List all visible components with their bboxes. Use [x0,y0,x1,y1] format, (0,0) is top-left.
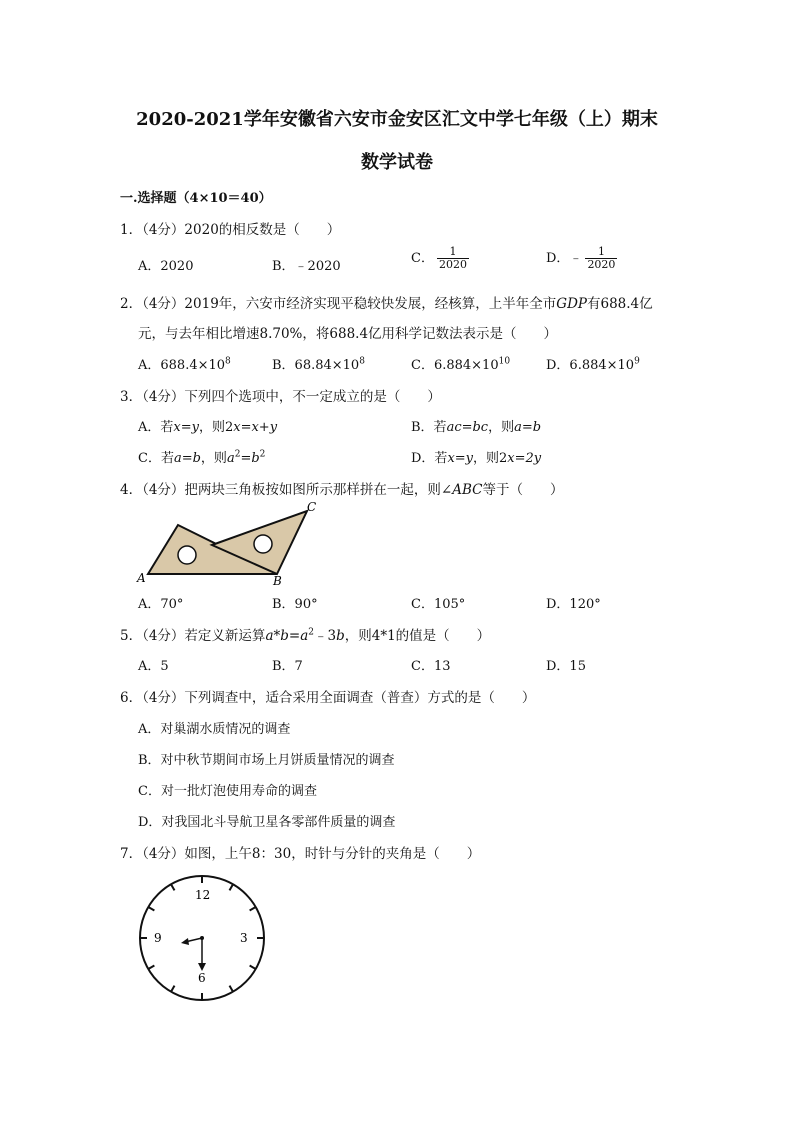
clock-figure [138,874,268,1004]
q5-option-a: A．5 [138,659,169,674]
t: ，则 [488,420,515,435]
q2-option-c [411,354,510,373]
t: 4．（4分）把两块三角板按如图所示那样拼在一起，则∠ [120,482,453,498]
t: 2 [259,449,266,460]
q3-option-c [138,447,265,466]
q1-option-c-prefix: C． [411,251,434,266]
hole-right [254,535,272,553]
question-7-stem: 7．（4分）如图，上午8：30，时针与分针的夹角是（ ） [120,846,481,862]
t: ﹣3 [313,628,337,644]
page-subtitle: 数学试卷 [361,152,433,173]
t: a*b=a [265,628,309,644]
question-6-stem: 6．（4分）下列调查中，适合采用全面调查（普查）方式的是（ ） [120,690,536,706]
q2-a-exp: 8 [225,356,231,367]
t: D．若 [411,451,448,466]
t: a [226,451,235,466]
triangle-rulers-figure [130,498,330,590]
t: ，则 [200,451,227,466]
q5-option-d: D．15 [546,659,586,674]
question-1-stem: 1．（4分）2020的相反数是（ ） [120,222,341,238]
t: b [336,628,345,644]
q2-c-exp: 10 [498,356,511,367]
q2-option-a [138,354,231,373]
t: A．若 [138,420,174,435]
q5-option-c: C．13 [411,659,451,674]
t: ABC [452,482,483,498]
question-2-stem-line2: 元，与去年相比增速8.70%，将688.4亿用科学记数法表示是（ ） [138,326,558,342]
q6-option-c: C．对一批灯泡使用寿命的调查 [138,784,317,799]
q1-option-b: B．﹣2020 [272,259,341,274]
q2-option-d [546,354,640,373]
q1-option-c [411,246,469,271]
q3-option-a [138,416,277,435]
question-4-stem [120,478,564,498]
clock-number-3: 3 [240,931,248,945]
q2-c-base: C．6.884×10 [411,358,499,373]
clock-number-6: 6 [198,971,206,985]
t: 5．（4分）若定义新运算 [120,628,266,644]
q6-option-d: D．对我国北斗导航卫星各零部件质量的调查 [138,815,396,830]
fraction-numerator: 1 [597,245,605,258]
q2-b-base: B．68.84×10 [272,358,360,373]
q2-b-exp: 8 [359,356,365,367]
t: b [251,451,260,466]
fraction-numerator: 1 [449,245,457,258]
label-c: C [307,500,317,514]
fraction [585,246,617,271]
t: ，则4*1的值是（ ） [344,628,491,644]
q2-gdp: GDP [556,296,587,312]
q4-option-c: C．105° [411,597,466,612]
q2-option-b [272,354,365,373]
q4-option-d: D．120° [546,597,601,612]
q2-d-exp: 9 [634,356,640,367]
q2-a-base: A．688.4×10 [138,358,226,373]
q4-option-a: A．70° [138,597,184,612]
q4-option-b: B．90° [272,597,318,612]
fraction [437,246,469,271]
fraction-denominator: 2020 [438,258,467,271]
label-a: A [137,571,146,585]
t: a=b [514,420,542,435]
clock-number-12: 12 [195,888,211,902]
q3-option-d [411,447,541,466]
question-3-stem: 3．（4分）下列四个选项中，不一定成立的是（ ） [120,389,441,405]
t: a=b [173,451,201,466]
hole-left [178,546,196,564]
t: x=y [173,420,199,435]
t: x=y [447,451,474,466]
label-b: B [273,574,282,588]
clock-number-9: 9 [154,931,162,945]
t: = [240,451,252,466]
q1-option-d [546,246,617,271]
q6-option-a: A．对巢湖水质情况的调查 [138,722,291,737]
page-title: 2020-2021学年安徽省六安市金安区汇文中学七年级（上）期末 [136,109,658,130]
q5-option-b: B．7 [272,659,303,674]
t: 等于（ ） [482,482,564,498]
q2-stem-text: 2．（4分）2019年，六安市经济实现平稳较快发展，经核算，上半年全市 [120,296,557,312]
t: 2 [308,627,314,638]
section-heading: 一.选择题（4×10＝40） [120,191,272,206]
t: x=2y [507,451,542,466]
q2-stem-text-end: 有688.4亿 [587,296,653,312]
q6-option-b: B．对中秋节期间市场上月饼质量情况的调查 [138,753,395,768]
fraction-denominator: 2020 [587,258,616,271]
t: 2 [234,449,241,460]
t: ，则2 [473,451,508,466]
t: C．若 [138,451,174,466]
q3-option-b [411,416,541,435]
t: ac=bc [446,420,489,435]
q1-option-d-prefix: D．﹣ [546,251,583,266]
t: B．若 [411,420,447,435]
question-5-stem [120,624,490,644]
q2-d-base: D．6.884×10 [546,358,635,373]
t: ，则2 [198,420,234,435]
q1-option-a: A．2020 [138,259,194,274]
question-2-stem-line1 [120,292,653,312]
t: x=x+y [233,420,278,435]
